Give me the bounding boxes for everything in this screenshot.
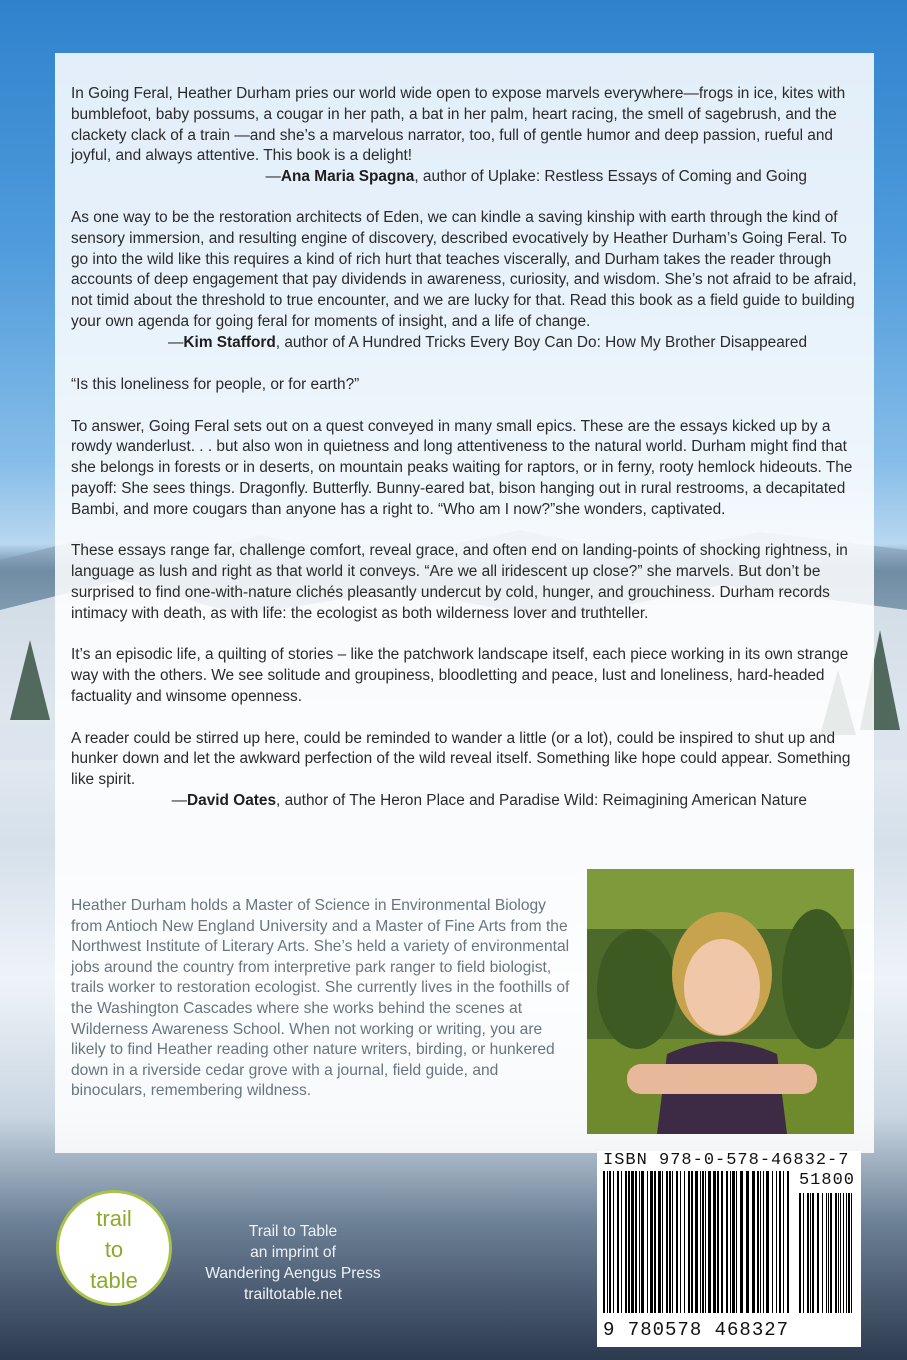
barcode-bar xyxy=(746,1171,749,1313)
barcode-bar xyxy=(647,1171,648,1313)
isbn-price-code: 51800 xyxy=(798,1171,855,1190)
isbn-barcode-block xyxy=(597,1151,861,1347)
imprint-line-1: Trail to Table xyxy=(248,1223,338,1240)
blurb-spagna-text: In Going Feral, Heather Durham pries our world wide open to expose marvels everywhere—frogs in ice, kites with bumblefoot, baby possums, a cougar in her path, a bat in her palm, heart racing, the smell of sagebrush, and the clackety clack of a train —and she’s a marvelous narrator, too, full of gentle humor and deep passion, rueful and joyful, and always attentive. This book is a delight! xyxy=(71,85,846,165)
barcode-bar xyxy=(732,1171,735,1313)
barcode-bar xyxy=(695,1171,698,1313)
blurb-stafford-text: As one way to be the restoration architects of Eden, we can kindle a saving kinship with earth through the kind of sensory immersion, and resulting engine of discovery, described evocatively by Heather Durham’s Going Feral. To go into the wild like this requires a kind of rich hurt that teaches viscerally, and Durham takes the reader through accounts of deep engagement that pay dividends in awareness, curiosity, and wisdom. She’s not afraid to be afraid, not timid about the threshold to true encounter, and we are lucky for that. Read this book as a field guide to building your own agenda for going feral for moments of insight, and a life of change. xyxy=(71,209,857,330)
barcode-bar xyxy=(700,1171,701,1313)
barcode-bar xyxy=(654,1171,656,1313)
barcode-addon-bar xyxy=(843,1193,844,1313)
barcode-bar xyxy=(736,1171,737,1313)
barcode-bar xyxy=(760,1171,761,1313)
barcode-bar xyxy=(613,1171,614,1313)
barcode-bar xyxy=(705,1171,706,1313)
blurb-oates-p4: It’s an episodic life, a quilting of stories – like the patchwork landscape itself, each piece working in its own strange way with the others. We see solitude and groupiness, bloodletting and peace, lust and loneliness, hard-headed factuality and winsome openness. xyxy=(71,646,849,705)
barcode-bar xyxy=(757,1171,759,1313)
imprint-line-3: Wandering Aengus Press xyxy=(205,1265,381,1282)
barcode-bar xyxy=(680,1171,681,1313)
barcode-bar xyxy=(635,1171,637,1313)
barcode-bar xyxy=(779,1171,781,1313)
isbn-label: ISBN 978-0-578-46832-7 xyxy=(603,1151,850,1170)
barcode-addon-bar xyxy=(848,1193,850,1313)
barcode-addon-bar xyxy=(810,1193,811,1313)
barcode-bar xyxy=(740,1171,743,1313)
barcode-bar xyxy=(658,1171,661,1313)
barcode-bar xyxy=(666,1171,668,1313)
barcode-bar xyxy=(672,1171,673,1313)
attr-rest: , author of A Hundred Tricks Every Boy Can Do: How My Brother Disappeared xyxy=(275,333,807,351)
attr-rest: , author of Uplake: Restless Essays of Coming and Going xyxy=(414,168,807,186)
barcode-bar xyxy=(702,1171,704,1313)
barcode-bar xyxy=(650,1171,653,1313)
author-name-stafford: Kim Stafford xyxy=(183,333,276,351)
barcode-bar xyxy=(628,1171,630,1313)
barcode-bar xyxy=(684,1171,685,1313)
barcode-addon-bar xyxy=(807,1193,809,1313)
author-name-spagna: Ana Maria Spagna xyxy=(280,168,415,186)
barcode-bar xyxy=(676,1171,678,1313)
barcode-bar xyxy=(708,1171,711,1313)
barcode-addon-bar xyxy=(817,1193,819,1313)
barcode-bar xyxy=(713,1171,716,1313)
barcode-bar xyxy=(717,1171,719,1313)
barcode-bar xyxy=(609,1171,611,1313)
barcode-bar xyxy=(721,1171,723,1313)
barcode-bar xyxy=(763,1171,764,1313)
blurb-oates-p3: These essays range far, challenge comfort, reveal grace, and often end on landing-points of shocking rightness, in language as lush and right as that world it conveys. “Are we all iridescent up close?” she marvels. But don’t be surprised to find one-with-nature clichés pleasantly undercut by cold, hunger, and grouchiness. Durham records intimacy with death, as with life: the ecologist as both wilderness lover and truthteller. xyxy=(71,542,848,622)
blurb-oates-p2: To answer, Going Feral sets out on a quest conveyed in many small epics. These are the essays kicked up by a rowdy wanderlust. . . but also won in quietness and long attentiveness to the natural world. Durham might find that she belongs in forests or in deserts, on mountain peaks waiting for raptors, or in ferny, rooty hemlock hideouts. The payoff: She sees things. Dragonfly. Butterfly. Bunny-eared bat, bison hanging out in rural restrooms, a decapitated Bambi, and more cougars than anyone has a right to. “Who am I now?”she wonders, captivated. xyxy=(71,417,853,518)
barcode-bar xyxy=(730,1171,731,1313)
logo-line-3: table xyxy=(90,1268,138,1293)
barcode-addon-bar xyxy=(830,1193,832,1313)
attr-dash: — xyxy=(171,791,188,809)
barcode-addon-bar xyxy=(812,1193,814,1313)
blurb-oates-p1: “Is this loneliness for people, or for earth?” xyxy=(71,376,360,393)
barcode-bar xyxy=(787,1171,789,1313)
barcode-addon-bar xyxy=(846,1193,847,1313)
barcode-bar xyxy=(607,1171,608,1313)
blurb-oates-p5: A reader could be stirred up here, could be reminded to wander a little (or a lot), could be inspired to shut up and hunker down and let the awkward perfection of the wild reveal itself. Something like hope could appear. Something like spirit. xyxy=(71,729,851,789)
barcode-bar xyxy=(639,1171,640,1313)
barcode-bar xyxy=(752,1171,755,1313)
blurb-spagna xyxy=(71,84,861,188)
barcode-bar xyxy=(617,1171,619,1313)
logo-line-1: trail xyxy=(96,1206,132,1231)
barcode-addon-bar xyxy=(851,1193,852,1313)
isbn-digits: 9 780578 468327 xyxy=(603,1319,790,1341)
barcode-bar xyxy=(621,1171,622,1313)
attr-dash: — xyxy=(168,333,184,351)
barcode-bar xyxy=(625,1171,627,1313)
barcode-addon-bar xyxy=(835,1193,837,1313)
trail-to-table-logo xyxy=(56,1190,172,1306)
blurb-stafford-attribution xyxy=(71,333,861,354)
barcode-addon-bar xyxy=(799,1193,801,1313)
barcode-bar xyxy=(603,1171,605,1313)
barcode-addon-bar xyxy=(838,1193,839,1313)
barcode-addon-bar xyxy=(826,1193,827,1313)
imprint-line-4: trailtotable.net xyxy=(244,1286,342,1303)
barcode xyxy=(603,1171,855,1313)
imprint-info xyxy=(180,1221,406,1305)
barcode-bar xyxy=(772,1171,773,1313)
barcode-bar xyxy=(688,1171,690,1313)
logo-line-2: to xyxy=(104,1237,124,1262)
barcode-bar xyxy=(631,1171,634,1313)
barcode-addon-bar xyxy=(803,1193,804,1313)
barcode-bar xyxy=(641,1171,644,1313)
barcode-bar xyxy=(691,1171,693,1313)
attr-dash: — xyxy=(265,168,281,186)
barcode-bar xyxy=(662,1171,663,1313)
barcode-addon-bar xyxy=(828,1193,829,1313)
barcode-bar xyxy=(669,1171,671,1313)
barcode-bar xyxy=(766,1171,769,1313)
attr-rest: , author of The Heron Place and Paradise Wild: Reimagining American Nature xyxy=(276,791,807,809)
barcode-addon-bar xyxy=(840,1193,841,1313)
blurb-oates-attribution xyxy=(71,791,861,812)
blurb-spagna-attribution xyxy=(71,167,861,188)
author-photo xyxy=(587,869,854,1134)
barcode-bar xyxy=(726,1171,728,1313)
barcode-addon-bar xyxy=(822,1193,823,1313)
author-name-oates: David Oates xyxy=(187,791,277,809)
barcode-bar xyxy=(783,1171,784,1313)
imprint-line-2: an imprint of xyxy=(250,1244,336,1261)
blurb-stafford xyxy=(71,208,861,354)
author-bio: Heather Durham holds a Master of Science in Environmental Biology from Antioch New England University and a Master of Fine Arts from the Northwest Institute of Literary Arts. She’s held a variety of environmental jobs around the country from interpretive park ranger to field biologist, trails worker to restoration ecologist. She currently lives in the foothills of the Washington Cascades where she works behind the scenes at Wilderness Awareness School. When not working or writing, you are likely to find Heather reading other nature writers, birding, or hunkered down in a riverside cedar grove with a journal, field guide, and binoculars, remembering wildness. xyxy=(71,897,570,1100)
barcode-bar xyxy=(776,1171,777,1313)
blurb-oates xyxy=(71,375,861,812)
